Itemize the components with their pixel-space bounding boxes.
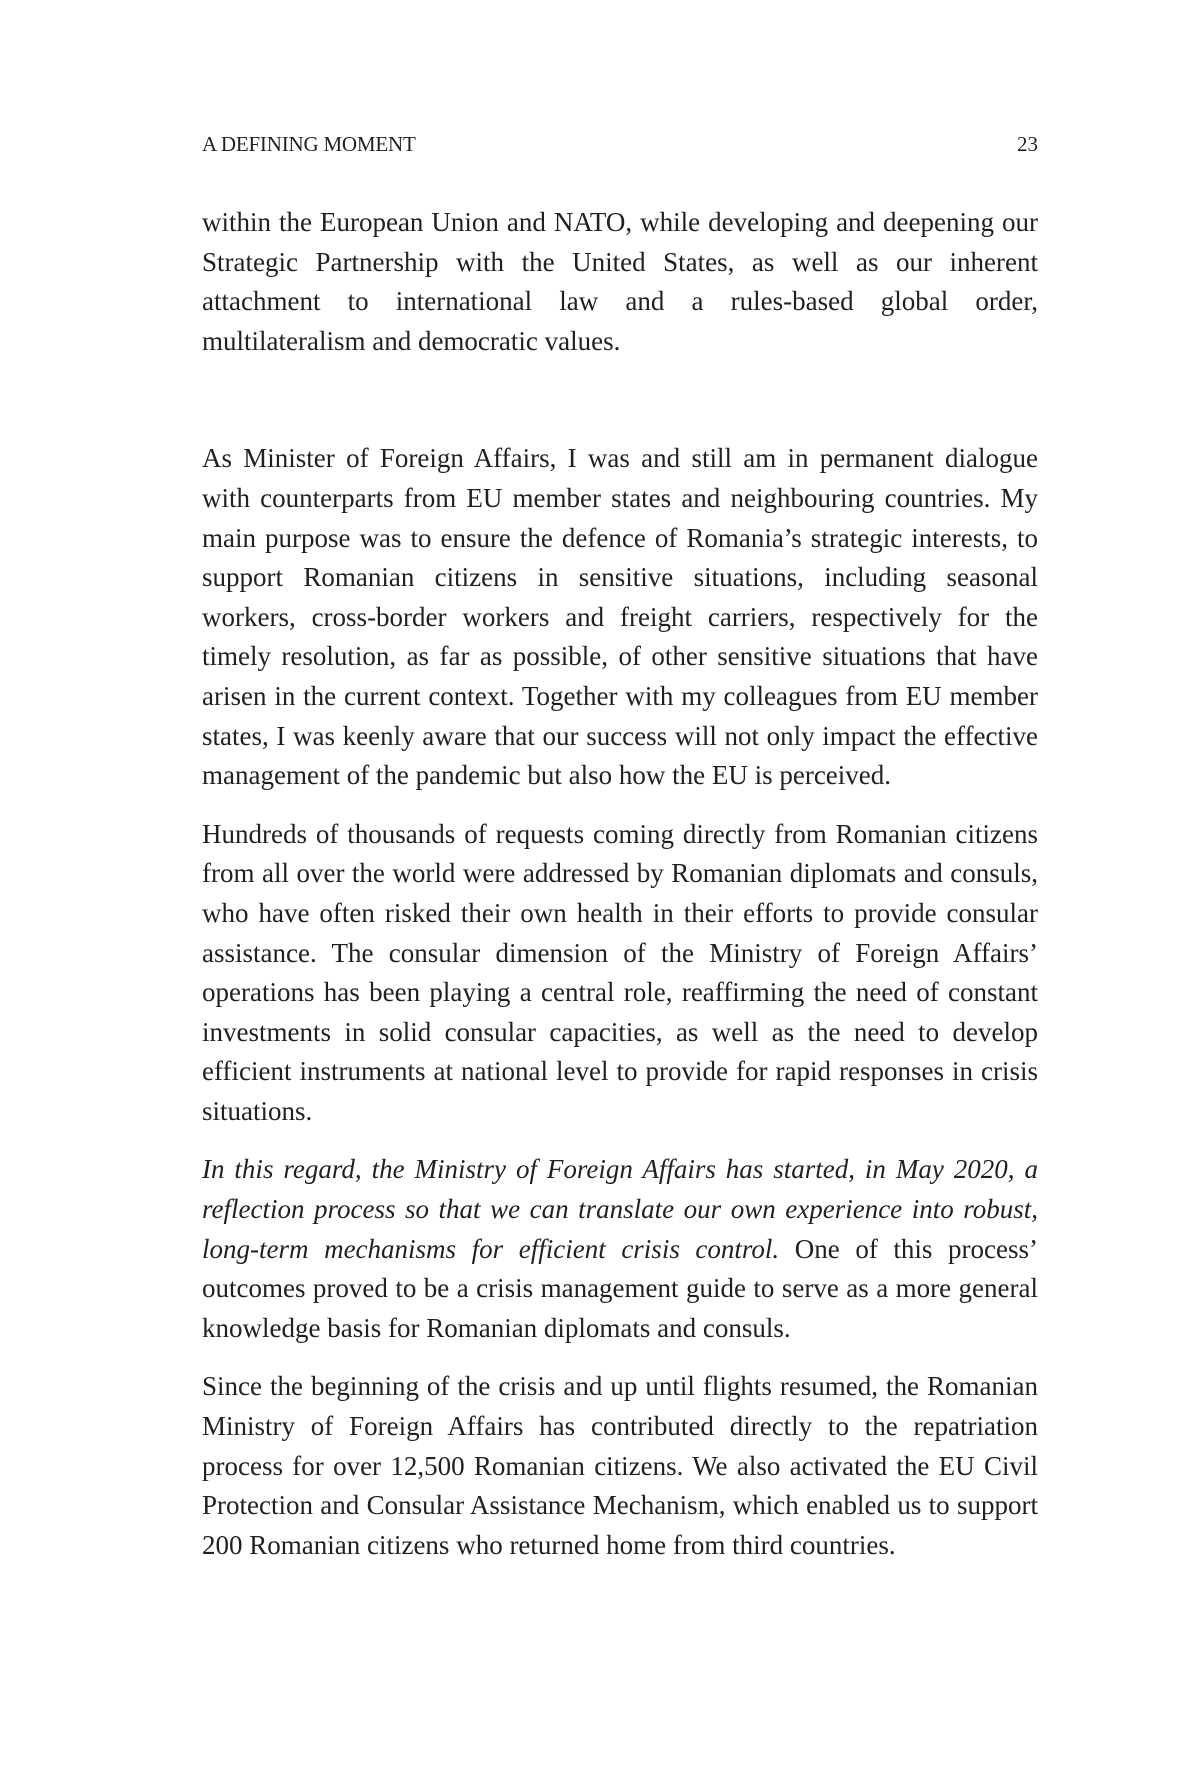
paragraph-4 [202, 1150, 1038, 1348]
body-text [202, 203, 1038, 1565]
running-head [202, 132, 1038, 157]
page-number: 23 [1017, 132, 1038, 156]
paragraph-2: As Minister of Foreign Affairs, I was and still am in permanent dialogue with counterparts from EU member states and neighbouring countries. My main purpose was to ensure the defence of Romania’s strategic interests, to support Romanian citizens in sensitive situations, including seasonal workers, cross-border workers and freight carriers, respectively for the timely resolution, as far as possible, of other sensitive situations that have arisen in the current context. Together with my colleagues from EU member states, I was keenly aware that our success will not only impact the effective management of the pandemic but also how the EU is perceived. [202, 443, 1038, 791]
paragraph-1: within the European Union and NATO, while developing and deepening our Strategic Partnership with the United States, as well as our inherent attachment to international law and a rules-based global order, multilateralism and democratic values. [202, 207, 1038, 356]
italic-emphasis: In this regard, the Ministry of Foreign Affairs has started, in May 2020, a reflection process so that we can translate our own experience into robust, long-term mechanisms for efficient crisis control. [202, 1154, 1038, 1264]
paragraph-4-rest: One of this process’ outcomes proved to be a crisis management guide to serve as a more general knowledge basis for Romanian diplomats and consuls. [202, 1233, 1039, 1343]
paragraph-5: Since the beginning of the crisis and up until flights resumed, the Romanian Ministry of Foreign Affairs has contributed directly to the repatriation process for over 12,500 Romanian citizens. We also activated the EU Civil Protection and Consular Assistance Mechanism, which enabled us to support 200 Romanian citizens who returned home from third countries. [202, 1371, 1038, 1560]
chapter-title: A DEFINING MOMENT [202, 132, 416, 156]
paragraph-3: Hundreds of thousands of requests coming directly from Romanian citizens from all over the world were addressed by Romanian diplomats and consuls, who have often risked their own health in their efforts to provide consular assistance. The consular dimension of the Ministry of Foreign Affairs’ operations has been playing a central role, reaffirming the need of constant investments in solid consular capacities, as well as the need to develop efficient instruments at national level to provide for rapid responses in crisis situations. [202, 818, 1038, 1126]
